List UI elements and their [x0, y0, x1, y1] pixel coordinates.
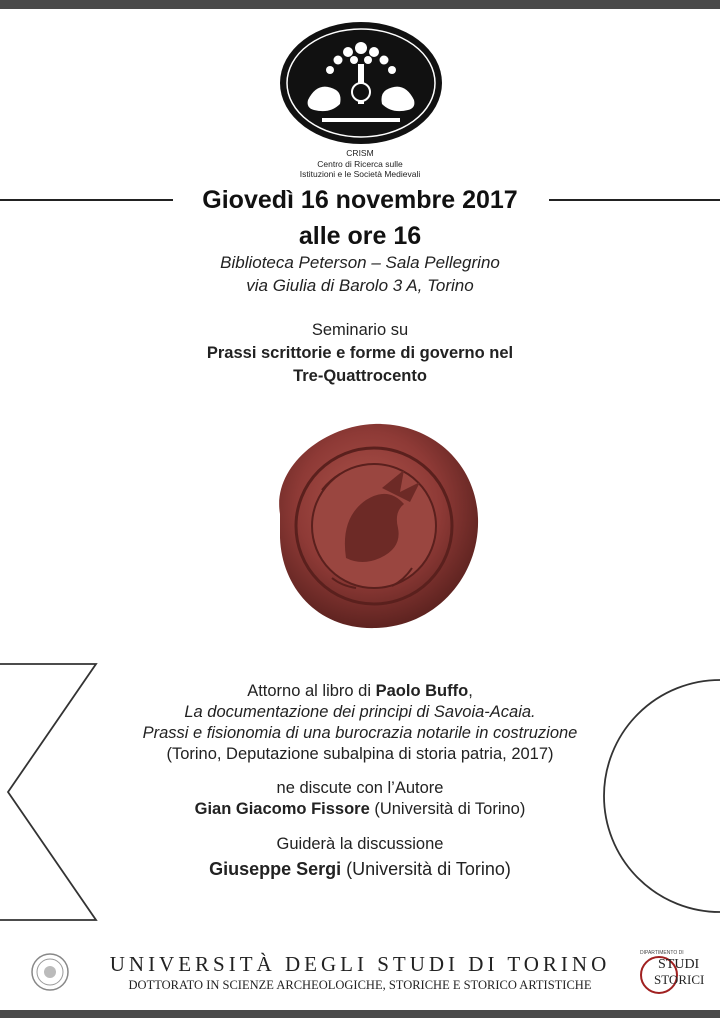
book-author-suffix: , [468, 682, 473, 700]
crism-caption [250, 148, 470, 180]
chair-affiliation: (Università di Torino) [341, 859, 511, 879]
discussant-name: Gian Giacomo Fissore [194, 800, 370, 818]
book-title-line2: Prassi e fisionomia di una burocrazia notarile in costruzione [142, 724, 578, 742]
wax-seal-image [262, 418, 484, 632]
crism-logo [278, 20, 444, 146]
crism-name-line1: Centro di Ricerca sulle [317, 158, 403, 169]
event-address: via Giulia di Barolo 3 A, Torino [246, 276, 474, 295]
book-author: Paolo Buffo [375, 682, 469, 700]
doctorate-name: DOTTORATO IN SCIENZE ARCHEOLOGICHE, STORICHE E STORICO ARTISTICHE [128, 978, 592, 992]
university-name: UNIVERSITÀ DEGLI STUDI DI TORINO [109, 952, 611, 976]
event-time: alle ore 16 [298, 222, 422, 250]
discussant-affiliation: (Università di Torino) [369, 800, 526, 818]
top-border-bar [0, 0, 720, 9]
dept-logo-top: DIPARTIMENTO DI [640, 950, 684, 956]
seminar-intro: Seminario su [311, 321, 409, 339]
chair-line [0, 859, 720, 880]
dept-logo-main2: STORICI [654, 972, 705, 987]
book-publisher: (Torino, Deputazione subalpina di storia patria, 2017) [166, 745, 554, 763]
crism-name-line2: Istituzioni e le Società Medievali [299, 169, 421, 179]
event-date: Giovedì 16 novembre 2017 [202, 186, 518, 214]
seminar-title-line1: Prassi scrittorie e forme di governo nel [206, 344, 514, 362]
chair-name: Giuseppe Sergi [209, 859, 342, 879]
discussant-line [0, 800, 720, 819]
bottom-border-bar [0, 1010, 720, 1018]
dept-logo-main1: STUDI [658, 957, 700, 972]
studi-storici-logo [618, 950, 705, 994]
seminar-title-line2: Tre-Quattrocento [293, 367, 427, 385]
book-prefix: Attorno al libro di [247, 682, 376, 700]
book-title-line1: La documentazione dei principi di Savoia-Acaia. [184, 703, 536, 721]
crism-acronym: CRISM [346, 148, 374, 158]
chair-intro: Guiderà la discussione [276, 835, 444, 853]
event-venue: Biblioteca Peterson – Sala Pellegrino [220, 253, 500, 272]
discussant-intro: ne discute con l’Autore [276, 779, 444, 797]
book-intro [0, 682, 720, 701]
